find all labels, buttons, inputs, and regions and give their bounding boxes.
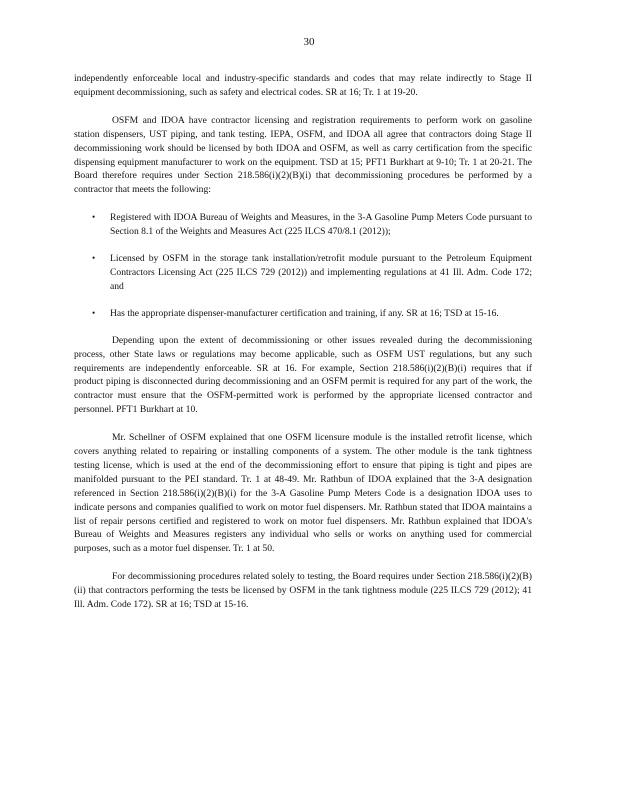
paragraph-continuation: independently enforceable local and industry-specific standards and codes that may relate indirectly to Stage II equipment decommissioning, such as safety and electrical codes. SR at 16; Tr. 1 at 19-20. [74,73,532,98]
list-item-text: Has the appropriate dispenser-manufacturer certification and training, if any. SR at 16; TSD at 15-16. [110,307,499,319]
list-item [74,307,532,321]
bullet-icon: • [92,212,96,223]
document-body [74,72,532,626]
bullet-icon: • [92,253,96,264]
list-item [74,211,532,239]
bullet-icon: • [92,307,96,318]
page-number: 30 [303,36,315,48]
paragraph-testimony: Mr. Schellner of OSFM explained that one OSFM licensure module is the installed retrofit license, which covers anything related to repairing or installing components of a system. The other module is the tank tightness testing license, which is used at the end of the decommissioning effort to ensure that piping is tight and pipes are manifolded pursuant to the PEI standard. Tr. 1 at 48-49. Mr. Rathbun of IDOA explained that the 3-A designation referenced in Section 218.586(i)(2)(B)(i) for the 3-A Gasoline Pump Meters Code is a designation IDOA uses to indicate persons and companies qualified to work on motor fuel dispensers. Mr. Rathbun stated that IDOA maintains a list of repair persons certified and registered to work on motor fuel dispensers. Mr. Rathbun explained that IDOA's Bureau of Weights and Measures registers any individual who sells or works on anything used for commercial purposes, such as a motor fuel dispenser. Tr. 1 at 50. [74,432,532,555]
list-item-text: Registered with IDOA Bureau of Weights and Measures, in the 3-A Gasoline Pump Meters Code pursuant to Section 8.1 of the Weights and Measures Act (225 ILCS 470/8.1 (2012)); [110,212,532,238]
list-item [74,252,532,294]
paragraph-contractor-licensing: OSFM and IDOA have contractor licensing and registration requirements to perform work on gasoline station dispensers, UST piping, and tank testing. IEPA, OSFM, and IDOA all agree that contractors doing Stage II decommissioning work should be licensed by both IDOA and OSFM, as well as carry certification from the specific dispensing equipment manufacturer to work on the equipment. TSD at 15; PFT1 Burkhart at 9-10; Tr. 1 at 20-21. The Board therefore requires under Section 218.586(i)(2)(B)(i) that decommissioning procedures be performed by a contractor that meets the following: [74,114,532,196]
list-item-text: Licensed by OSFM in the storage tank installation/retrofit module pursuant to the Petroleum Equipment Contractors Licensing Act (225 ILCS 729 (2012)) and implementing regulations at 41 Ill. Adm. Code 172; and [110,253,532,292]
requirements-list [74,211,532,320]
paragraph-testing-procedures: For decommissioning procedures related solely to testing, the Board requires under Section 218.586(i)(2)(B)(ii) that contractors performing the tests be licensed by OSFM in the tank tightness module (225 ILCS 729 (2012); 41 Ill. Adm. Code 172). SR at 16; TSD at 15-16. [74,571,532,611]
paragraph-decommissioning-extent: Depending upon the extent of decommissioning or other issues revealed during the decommissioning process, other State laws or regulations may become applicable, such as OSFM UST regulations, but any such requirements are independently enforceable. SR at 16. For example, Section 218.586(i)(2)(B)(i) requires that if product piping is disconnected during decommissioning and an OSFM permit is required for any part of the work, the contractor must ensure that the OSFM-permitted work is performed by the appropriate licensed contractor and personnel. PFT1 Burkhart at 10. [74,334,532,416]
